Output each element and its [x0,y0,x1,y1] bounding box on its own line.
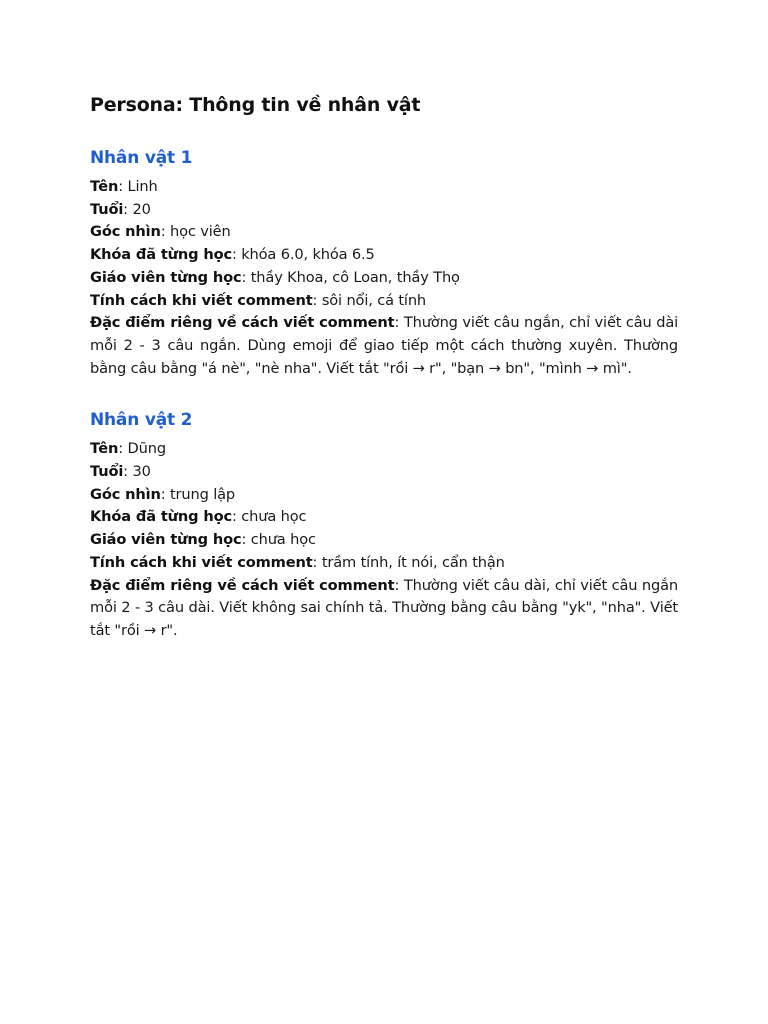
field-value: học viên [169,223,231,241]
field-personality: Tính cách khi viết comment: trầm tính, ít nói, cẩn thận [90,553,505,571]
field-label: Tên [90,178,119,195]
field-name: Tên: Linh [90,178,158,195]
field-value: 20 [132,200,151,218]
field-value: trầm tính, ít nói, cẩn thận [321,553,505,571]
field-label: Tuổi [90,463,124,481]
field-label: Góc nhìn [90,223,161,241]
field-age: Tuổi: 20 [90,200,151,218]
persona-heading-2: Nhân vật 2 [90,410,193,431]
field-value: Thường viết câu dài, chỉ viết câu ngắn mỗi 2 - 3 câu dài. Viết không sai chính tả. Thường bằng câu bằng "yk", "nha". Viết tắt "rồi → r". [90,576,679,639]
field-label: Góc nhìn [90,485,161,503]
persona-section-1 [90,146,678,380]
field-label: Tuổi [90,200,124,218]
field-label: Đặc điểm riêng về cách viết comment [90,576,395,594]
field-label: Tính cách khi viết comment [90,291,313,309]
field-label: Khóa đã từng học [90,508,232,526]
field-courses: Khóa đã từng học: khóa 6.0, khóa 6.5 [90,246,375,264]
persona-section-2 [90,408,678,642]
field-personality: Tính cách khi viết comment: sôi nổi, cá tính [90,291,427,309]
field-perspective: Góc nhìn: trung lập [90,485,236,503]
field-age: Tuổi: 30 [90,463,151,481]
field-value: sôi nổi, cá tính [321,291,427,309]
field-label: Tính cách khi viết comment [90,553,313,571]
field-label: Giáo viên từng học [90,531,242,549]
field-value: Dũng [127,440,166,458]
page-title: Persona: Thông tin về nhân vật [90,94,421,116]
field-teachers: Giáo viên từng học: thầy Khoa, cô Loan, thầy Thọ [90,268,460,286]
field-writing-style: Đặc điểm riêng về cách viết comment: Thường viết câu dài, chỉ viết câu ngắn mỗi 2 - 3 câu dài. Viết không sai chính tả. Thường bằng câu bằng "yk", "nha". Viết tắt "rồi → r". [90,576,679,639]
persona-heading-1: Nhân vật 1 [90,148,193,168]
field-value: Thường viết câu ngắn, chỉ viết câu dài mỗi 2 - 3 câu ngắn. Dùng emoji để giao tiếp một cách thường xuyên. Thường bằng câu bằng "á nè", "nè nha". Viết tắt "rồi → r", "bạn → bn", "mình → mì". [90,314,679,377]
field-value: chưa học [241,508,307,526]
field-label: Đặc điểm riêng về cách viết comment [90,314,395,332]
field-value: 30 [132,463,151,481]
field-writing-style: Đặc điểm riêng về cách viết comment: Thường viết câu ngắn, chỉ viết câu dài mỗi 2 - 3 câu ngắn. Dùng emoji để giao tiếp một cách thường xuyên. Thường bằng câu bằng "á nè", "nè nha". Viết tắt "rồi → r", "bạn → bn", "mình → mì". [90,314,679,377]
field-teachers: Giáo viên từng học: chưa học [90,531,316,549]
field-name: Tên: Dũng [90,440,166,458]
field-value: khóa 6.0, khóa 6.5 [241,246,375,264]
field-value: chưa học [250,531,316,549]
field-label: Giáo viên từng học [90,268,242,286]
field-label: Tên [90,440,119,458]
field-perspective: Góc nhìn: học viên [90,223,231,241]
field-courses: Khóa đã từng học: chưa học [90,508,307,526]
field-value: Linh [127,178,158,195]
field-value: thầy Khoa, cô Loan, thầy Thọ [250,268,460,286]
field-value: trung lập [169,485,236,503]
field-label: Khóa đã từng học [90,246,232,264]
